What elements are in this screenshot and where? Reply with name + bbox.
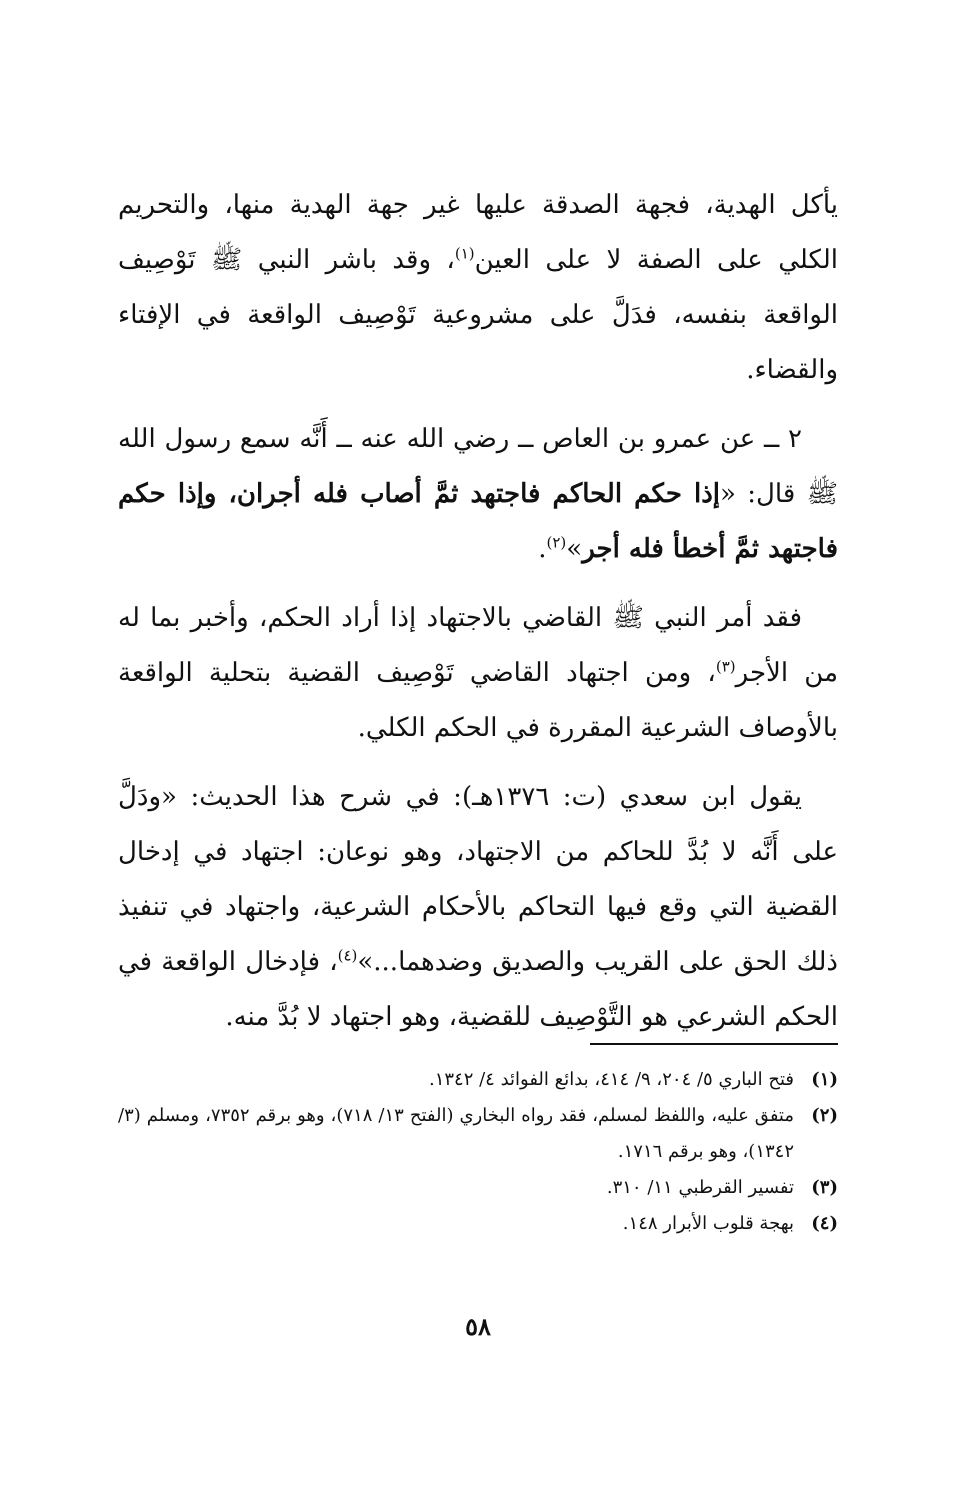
footnote-text: فتح الباري ٥/ ٢٠٤، ٩/ ٤١٤، بدائع الفوائد ٤/ ١٣٤٢.: [428, 1069, 794, 1090]
paragraph-1: يأكل الهدية، فجهة الصدقة عليها غير جهة الهدية منها، والتحريم الكلي على الصفة لا على العين$^{(١)}$، وقد باشر النبي ﷺ تَوْصِيف الواقعة بنفسه، فدَلَّ على مشروعية تَوْصِيف الواقعة في الإفتاء والقضاء.: [118, 190, 838, 385]
footnote-text: تفسير القرطبي ١١/ ٣١٠.: [606, 1177, 794, 1198]
footnote-4: [118, 1206, 838, 1242]
hadith-text: إذا حكم الحاكم فاجتهد ثمَّ أصاب فله أجران، وإذا حكم فاجتهد ثمَّ أخطأ فله أجر: [118, 479, 838, 564]
footnote-ref-4[interactable]: (٤): [337, 946, 358, 965]
footnote-text: متفق عليه، واللفظ لمسلم، فقد رواه البخاري (الفتح ١٣/ ٧١٨)، وهو برقم ٧٣٥٢، ومسلم (٣/ ١٣٤٢)، وهو برقم ١٧١٦.: [118, 1105, 794, 1162]
footnote-number: (٤): [811, 1213, 838, 1234]
footnote-3: [118, 1170, 838, 1206]
main-text: [118, 178, 838, 1059]
page-number: ٥٨: [465, 1312, 491, 1341]
footnote-ref-3[interactable]: (٣): [715, 657, 736, 676]
paragraph-2: ٢ ــ عن عمرو بن العاص ــ رضي الله عنه ــ أَنَّه سمع رسول الله ﷺ قال: «إذا حكم الحاكم فاجتهد ثمَّ أصاب فله أجران، وإذا حكم فاجتهد ثمَّ أخطأ فله أجر»$^{(٢)}$.: [118, 424, 838, 564]
footnote-number: (٢): [811, 1105, 838, 1126]
footnote-number: (١): [811, 1069, 838, 1090]
footnote-ref-1[interactable]: (١): [454, 244, 475, 263]
paragraph-3: فقد أمر النبي ﷺ القاضي بالاجتهاد إذا أراد الحكم، وأخبر بما له من الأجر$^{(٣)}$، ومن اجتهاد القاضي تَوْصِيف القضية بتحلية الواقعة بالأوصاف الشرعية المقررة في الحكم الكلي.: [118, 603, 839, 743]
footnote-1: [118, 1062, 838, 1098]
footnote-number: (٣): [811, 1177, 838, 1198]
paragraph-4: يقول ابن سعدي (ت: ١٣٧٦هـ): في شرح هذا الحديث: «ودَلَّ على أَنَّه لا بُدَّ للحاكم من الاجتهاد، وهو نوعان: اجتهاد في إدخال القضية التي وقع فيها التحاكم بالأحكام الشرعية، واجتهاد في تنفيذ ذلك الحق على القريب والصديق وضدهما...»$^{(٤)}$، فإدخال الواقعة في الحكم الشرعي هو التَّوْصِيف للقضية، وهو اجتهاد لا بُدَّ منه.: [118, 782, 839, 1032]
footnote-text: بهجة قلوب الأبرار ١٤٨.: [622, 1213, 794, 1234]
footnote-ref-2[interactable]: (٢): [546, 533, 567, 552]
footnote-2: [118, 1098, 838, 1170]
footnote-separator: [590, 1043, 838, 1045]
footnotes: [118, 1062, 838, 1242]
